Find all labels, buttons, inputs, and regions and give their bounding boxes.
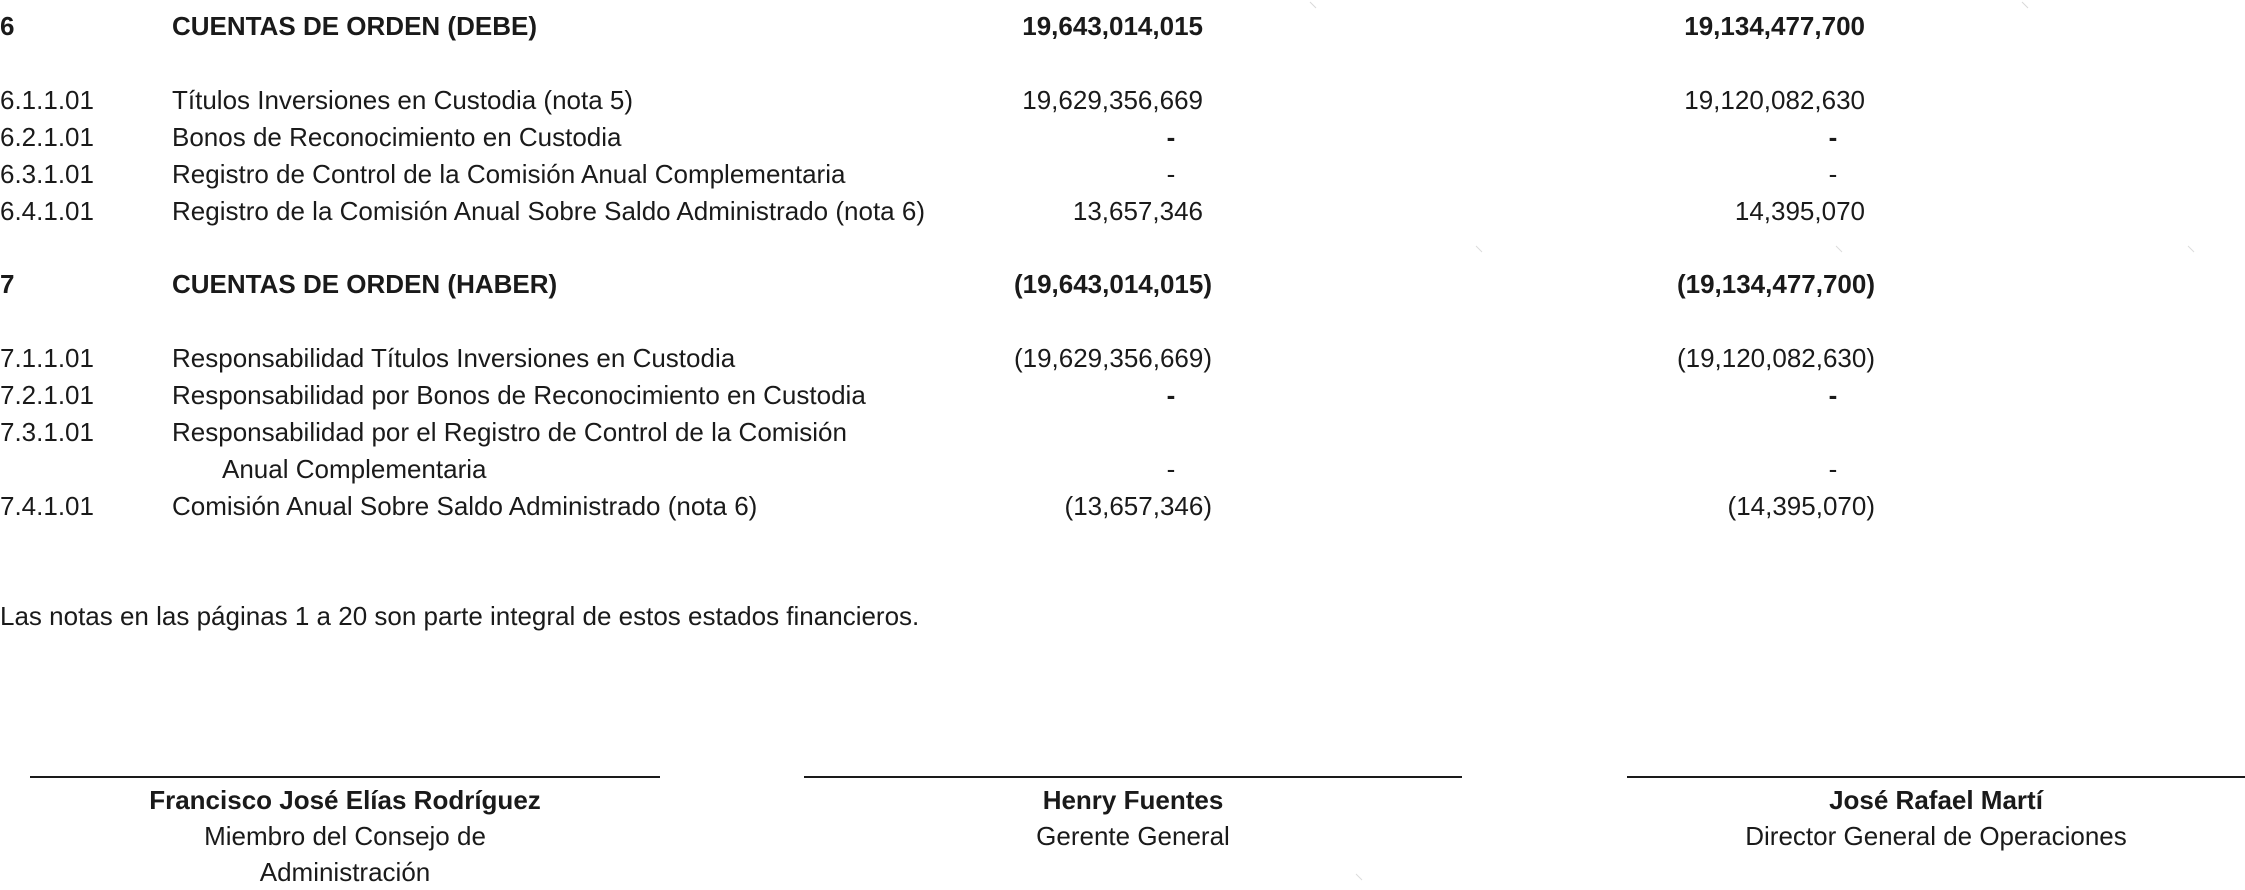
total-year-2: 19,134,477,700 <box>1684 11 1865 41</box>
section-title: CUENTAS DE ORDEN (DEBE) <box>172 11 537 41</box>
account-code: 7 <box>0 269 15 299</box>
footnote: Las notas en las páginas 1 a 20 son parte integral de estos estados financieros. <box>0 601 920 631</box>
account-description-continued: Anual Complementaria <box>222 454 487 484</box>
total-year-1: (19,643,014,015) <box>1013 269 1212 299</box>
account-code: 7.2.1.01 <box>0 380 94 410</box>
value-year-1: (19,629,356,669) <box>1013 343 1212 373</box>
account-code: 6.3.1.01 <box>0 159 94 189</box>
value-year-1: - <box>1166 454 1176 484</box>
signatory-role: Miembro del Consejo de <box>204 821 486 851</box>
value-year-2: (14,395,070) <box>1727 491 1875 521</box>
value-year-2: 14,395,070 <box>1734 196 1865 226</box>
signatory-name: José Rafael Martí <box>1829 785 2043 815</box>
signatory-role-continued: Administración <box>259 857 431 887</box>
speck <box>2188 246 2194 252</box>
account-description: Responsabilidad Títulos Inversiones en Custodia <box>172 343 736 373</box>
account-code: 7.1.1.01 <box>0 343 94 373</box>
account-description: Registro de Control de la Comisión Anual Complementaria <box>172 159 846 189</box>
account-code: 7.4.1.01 <box>0 491 94 521</box>
value-year-2: (19,120,082,630) <box>1676 343 1875 373</box>
account-description: Bonos de Reconocimiento en Custodia <box>172 122 622 152</box>
account-code: 6.1.1.01 <box>0 85 94 115</box>
value-year-2: - <box>1828 159 1838 189</box>
total-year-2: (19,134,477,700) <box>1676 269 1875 299</box>
value-year-2: 19,120,082,630 <box>1684 85 1865 115</box>
signatory-role: Director General de Operaciones <box>1745 821 2127 851</box>
account-description: Registro de la Comisión Anual Sobre Saldo Administrado (nota 6) <box>172 196 925 226</box>
section-title: CUENTAS DE ORDEN (HABER) <box>172 269 558 299</box>
account-description: Comisión Anual Sobre Saldo Administrado (nota 6) <box>172 491 758 521</box>
speck <box>1476 246 1482 252</box>
account-code: 6.2.1.01 <box>0 122 94 152</box>
value-year-1: - <box>1166 122 1176 152</box>
account-description: Responsabilidad por Bonos de Reconocimiento en Custodia <box>172 380 866 410</box>
signatory-role: Gerente General <box>1036 821 1230 851</box>
signatory-name: Francisco José Elías Rodríguez <box>149 785 541 815</box>
value-year-1: (13,657,346) <box>1064 491 1212 521</box>
value-year-2: - <box>1828 380 1838 410</box>
account-description: Títulos Inversiones en Custodia (nota 5) <box>172 85 634 115</box>
speck <box>1310 2 1316 8</box>
value-year-2: - <box>1828 454 1838 484</box>
speck <box>1356 874 1362 880</box>
total-year-1: 19,643,014,015 <box>1022 11 1203 41</box>
value-year-1: 19,629,356,669 <box>1022 85 1203 115</box>
account-code: 6 <box>0 11 15 41</box>
value-year-1: 13,657,346 <box>1072 196 1203 226</box>
speck <box>2022 2 2028 8</box>
signatory-name: Henry Fuentes <box>1042 785 1224 815</box>
account-code: 6.4.1.01 <box>0 196 94 226</box>
account-description: Responsabilidad por el Registro de Control de la Comisión <box>172 417 847 447</box>
value-year-1: - <box>1166 380 1176 410</box>
value-year-1: - <box>1166 159 1176 189</box>
value-year-2: - <box>1828 122 1838 152</box>
speck <box>1836 246 1842 252</box>
account-code: 7.3.1.01 <box>0 417 94 447</box>
